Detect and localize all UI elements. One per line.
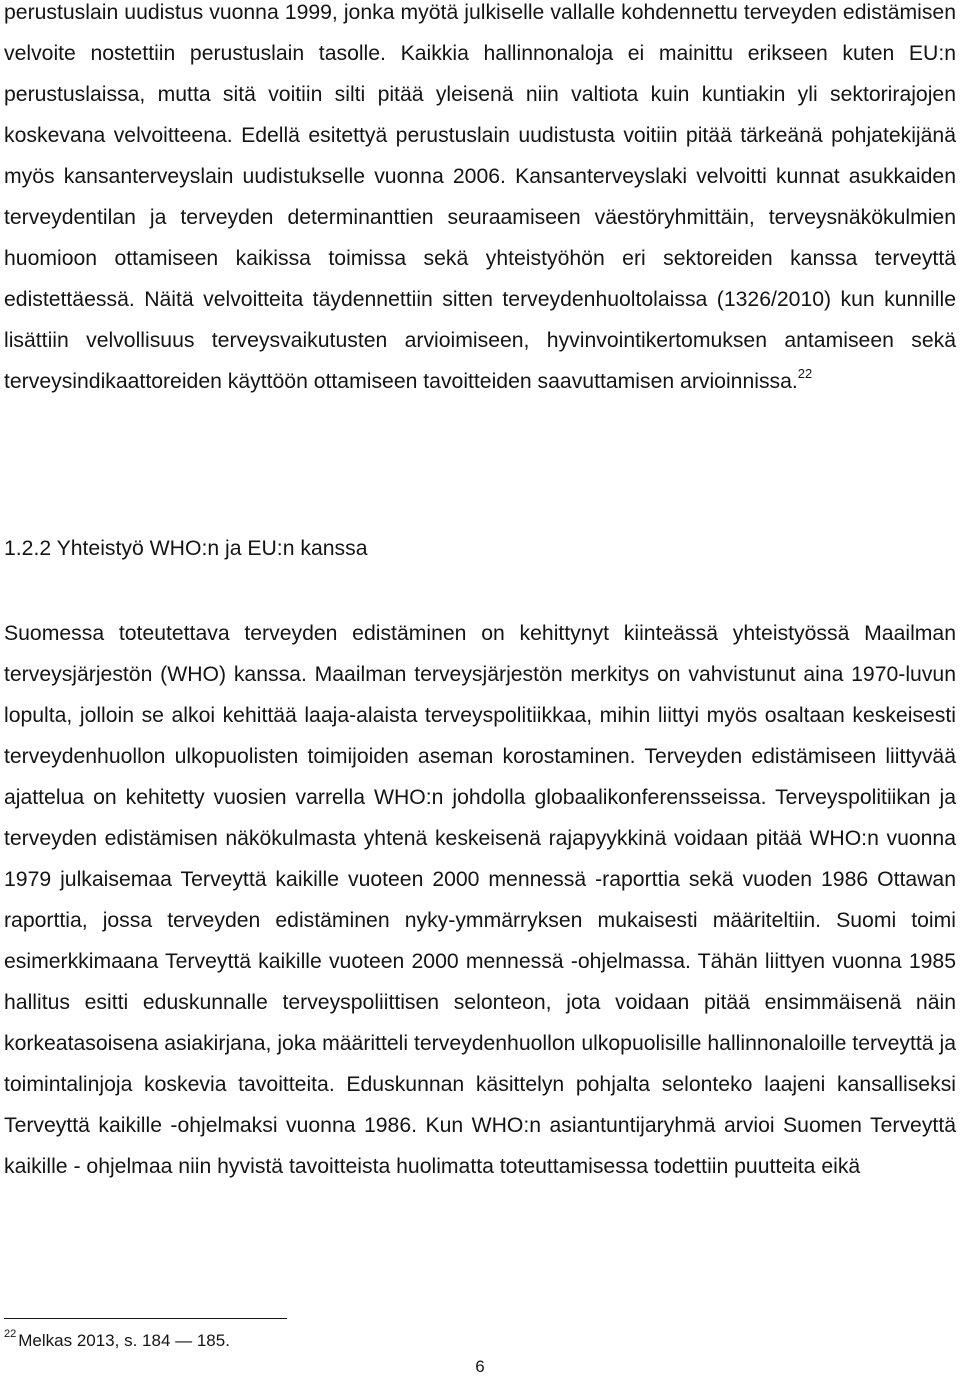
body-paragraph [4, 613, 956, 1187]
footnote-reference[interactable]: 22 [797, 366, 813, 381]
paragraph-text: perustuslain uudistus vuonna 1999, jonka myötä julkiselle vallalle kohdennettu terveyden edistämisen velvoite nostettiin perustuslain tasolle. Kaikkia hallinnonaloja ei mainittu erikseen kuten EU:n perustuslaissa, mutta sitä voitiin silti pitää yleisenä niin valtiota kuin kuntiakin yli sektorirajojen koskevana velvoitteena. Edellä esitettyä perustuslain uudistusta voitiin pitää tärkeänä pohjatekijänä myös kansanterveyslain uudistukselle vuonna 2006. Kansanterveyslaki velvoitti kunnat asukkaiden terveydentilan ja terveyden determinanttien seuraamiseen väestöryhmittäin, terveysnäkökulmien huomioon ottamiseen kaikissa toimissa sekä yhteistyöhön eri sektoreiden kanssa terveyttä edistettäessä. Näitä velvoitteita täydennettiin sitten terveydenhuoltolaissa (1326/2010) kun kunnille lisättiin velvollisuus terveysvaikutusten arvioimiseen, hyvinvointikertomuksen antamiseen sekä terveysindikaattoreiden käyttöön ottamiseen tavoitteiden saavuttamisen arvioinnissa. [4, 1, 956, 393]
footnote-number: 22 [4, 1328, 17, 1340]
paragraph-text: Suomessa toteutettava terveyden edistäminen on kehittynyt kiinteässä yhteistyössä Maailman terveysjärjestön (WHO) kanssa. Maailman terveysjärjestön merkitys on vahvistunut aina 1970-luvun lopulta, jolloin se alkoi kehittää laaja-alaista terveyspolitiikkaa, mihin liittyi myös osaltaan keskeisesti terveydenhuollon ulkopuolisten toimijoiden aseman korostaminen. Terveyden edistämiseen liittyvää ajattelua on kehitetty vuosien varrella WHO:n johdolla globaalikonferensseissa. Terveyspolitiikan ja terveyden edistämisen näkökulmasta yhtenä keskeisenä rajapyykkinä voidaan pitää WHO:n vuonna 1979 julkaisemaa Terveyttä kaikille vuoteen 2000 mennessä -raporttia sekä vuoden 1986 Ottawan raporttia, jossa terveyden edistäminen nyky-ymmärryksen mukaisesti määriteltiin. Suomi toimi esimerkkimaana Terveyttä kaikille vuoteen 2000 mennessä -ohjelmassa. Tähän liittyen vuonna 1985 hallitus esitti eduskunnalle terveyspoliittisen selonteon, jota voidaan pitää ensimmäisenä näin korkeatasoisena asiakirjana, joka määritteli terveydenhuollon ulkopuolisille hallinnonaloille terveyttä ja toimintalinjoja koskevia tavoitteita. Eduskunnan käsittelyn pohjalta selonteko laajeni kansalliseksi Terveyttä kaikille -ohjelmaksi vuonna 1986. Kun WHO:n asiantuntijaryhmä arvioi Suomen Terveyttä kaikille - ohjelmaa niin hyvistä tavoitteista huolimatta toteuttamisessa todettiin puutteita eikä [4, 622, 956, 1178]
page-number: 6 [475, 1357, 485, 1376]
section-heading: 1.2.2 Yhteistyö WHO:n ja EU:n kanssa [4, 537, 368, 560]
body-paragraph [4, 0, 956, 402]
footnote-separator [4, 1318, 287, 1319]
footnote-text: Melkas 2013, s. 184 — 185. [18, 1331, 230, 1350]
footnote [4, 1329, 230, 1353]
